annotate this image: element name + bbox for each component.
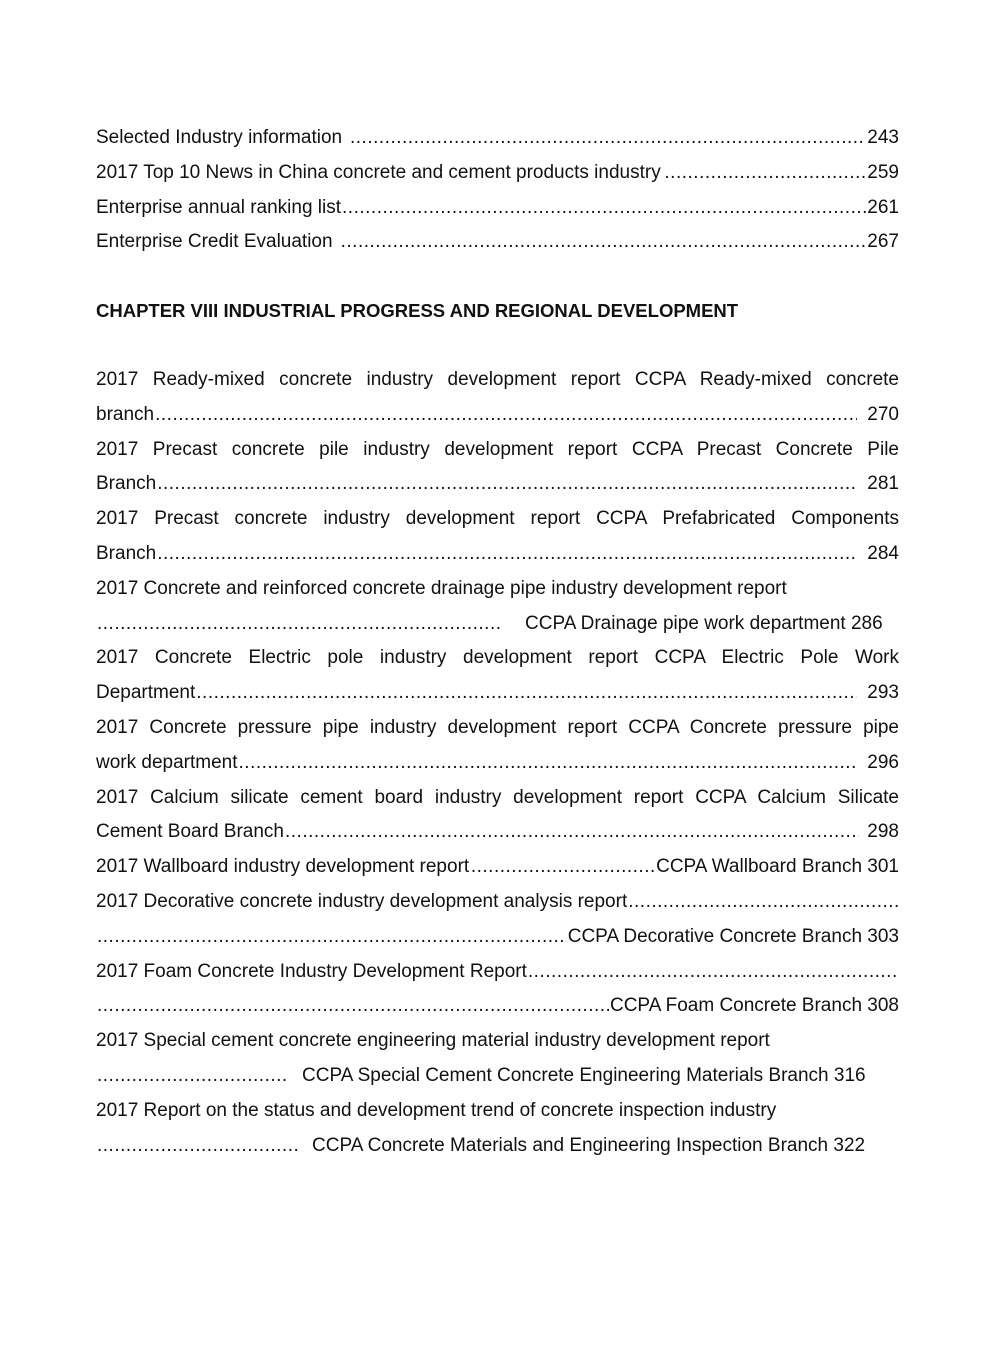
toc-entry-dept-page: CCPA Foam Concrete Branch 308 xyxy=(609,995,899,1017)
toc-entry-dept-page: CCPA Special Cement Concrete Engineering Materials Branch 316 xyxy=(302,1064,866,1086)
toc-entry-page: 259 xyxy=(867,161,899,183)
toc-entry-title: 2017 Top 10 News in China concrete and cement products industry xyxy=(96,161,661,183)
dot-leader xyxy=(350,121,866,156)
toc-entry-title: 2017 Concrete Electric pole industry development report CCPA Electric Pole Work xyxy=(96,647,899,669)
toc-entry-dept-page: CCPA Wallboard Branch 301 xyxy=(656,856,899,878)
toc-entry[interactable] xyxy=(96,502,899,537)
toc-entry[interactable] xyxy=(96,156,899,191)
toc-entry-title-cont: Cement Board Branch xyxy=(96,821,284,843)
dot-leader xyxy=(97,1059,287,1094)
toc-entry-title: 2017 Calcium silicate cement board industry development report CCPA Calcium Silicate xyxy=(96,786,899,808)
toc-entry-title: Selected Industry information xyxy=(96,127,343,148)
toc-entry-title-cont: Branch xyxy=(96,542,157,564)
toc-entry[interactable] xyxy=(96,572,899,607)
toc-entry[interactable] xyxy=(96,641,899,676)
toc-entry-dept-page: CCPA Concrete Materials and Engineering Inspection Branch 322 xyxy=(312,1134,866,1156)
toc-entry-page: 270 xyxy=(867,403,899,425)
dot-leader xyxy=(341,225,867,260)
toc-entry-cont[interactable] xyxy=(96,467,899,502)
dot-leader xyxy=(97,1129,299,1164)
toc-entry[interactable] xyxy=(96,850,899,885)
toc-entry-page: 284 xyxy=(867,542,899,564)
dot-leader xyxy=(97,920,567,955)
toc-entry-cont[interactable] xyxy=(96,676,899,711)
dot-leader xyxy=(628,885,898,920)
toc-entry-title: 2017 Foam Concrete Industry Development Report xyxy=(96,960,527,982)
toc-entry[interactable] xyxy=(96,191,899,226)
toc-entry[interactable] xyxy=(96,955,899,990)
toc-entry-title: 2017 Concrete and reinforced concrete drainage pipe industry development report xyxy=(96,577,787,599)
toc-entry-cont[interactable] xyxy=(96,607,899,642)
toc-entry-cont[interactable] xyxy=(96,920,899,955)
toc-entry-cont[interactable] xyxy=(96,746,899,781)
toc-page xyxy=(96,121,899,1163)
toc-entry[interactable] xyxy=(96,363,899,398)
dot-leader xyxy=(157,537,857,572)
dot-leader xyxy=(196,676,857,711)
dot-leader xyxy=(157,467,857,502)
dot-leader xyxy=(528,955,898,990)
toc-entry-cont[interactable] xyxy=(96,815,899,850)
toc-entry-title: 2017 Precast concrete pile industry development report CCPA Precast Concrete Pile xyxy=(96,438,899,460)
dot-leader xyxy=(97,607,502,642)
toc-entry[interactable] xyxy=(96,1094,899,1129)
toc-entry[interactable] xyxy=(96,711,899,746)
toc-entry[interactable] xyxy=(96,781,899,816)
toc-entry-page: 261 xyxy=(867,196,899,218)
toc-entry[interactable] xyxy=(96,225,899,260)
toc-entry-dept-page: CCPA Drainage pipe work department 286 xyxy=(525,612,883,634)
toc-entry-page: 267 xyxy=(867,231,899,253)
toc-entry-title-cont: branch xyxy=(96,403,155,425)
toc-entry-title-cont: Department xyxy=(96,682,196,704)
chapter-heading: CHAPTER VIII INDUSTRIAL PROGRESS AND REGIONAL DEVELOPMENT xyxy=(96,300,739,322)
dot-leader xyxy=(471,850,655,885)
toc-entry-cont[interactable] xyxy=(96,1129,899,1164)
dot-leader xyxy=(155,398,857,433)
dot-leader xyxy=(342,191,866,226)
toc-entry-dept-page: CCPA Decorative Concrete Branch 303 xyxy=(567,925,899,947)
toc-entry-page: 243 xyxy=(867,127,899,148)
toc-entry-title: 2017 Precast concrete industry development report CCPA Prefabricated Components xyxy=(96,508,899,530)
toc-entry-cont[interactable] xyxy=(96,398,899,433)
toc-entry[interactable] xyxy=(96,1024,899,1059)
toc-entry-title-cont: Branch xyxy=(96,473,157,495)
toc-entry-cont[interactable] xyxy=(96,1059,899,1094)
toc-entry-page: 298 xyxy=(867,821,899,843)
toc-entry-title: 2017 Decorative concrete industry development analysis report xyxy=(96,890,628,912)
toc-entry[interactable] xyxy=(96,885,899,920)
toc-entry-title: 2017 Ready-mixed concrete industry development report CCPA Ready-mixed concrete xyxy=(96,368,899,390)
toc-entry-title: 2017 Special cement concrete engineering material industry development report xyxy=(96,1030,770,1052)
toc-entry-cont[interactable] xyxy=(96,989,899,1024)
toc-entry[interactable] xyxy=(96,433,899,468)
toc-entry-page: 281 xyxy=(867,473,899,495)
toc-entry-page: 296 xyxy=(867,751,899,773)
toc-entry-page: 293 xyxy=(867,682,899,704)
toc-entry-cont[interactable] xyxy=(96,537,899,572)
toc-entry-title-cont: work department xyxy=(96,751,238,773)
dot-leader xyxy=(664,156,866,191)
dot-leader xyxy=(285,815,859,850)
toc-entry-title: 2017 Report on the status and development trend of concrete inspection industry xyxy=(96,1099,777,1121)
toc-entry-title: Enterprise annual ranking list xyxy=(96,196,342,218)
dot-leader xyxy=(97,989,609,1024)
toc-entry-title: 2017 Concrete pressure pipe industry development report CCPA Concrete pressure pipe xyxy=(96,716,899,738)
toc-entry-title: 2017 Wallboard industry development report xyxy=(96,856,470,878)
toc-entry[interactable] xyxy=(96,121,899,156)
dot-leader xyxy=(239,746,858,781)
toc-entry-title: Enterprise Credit Evaluation xyxy=(96,231,333,253)
